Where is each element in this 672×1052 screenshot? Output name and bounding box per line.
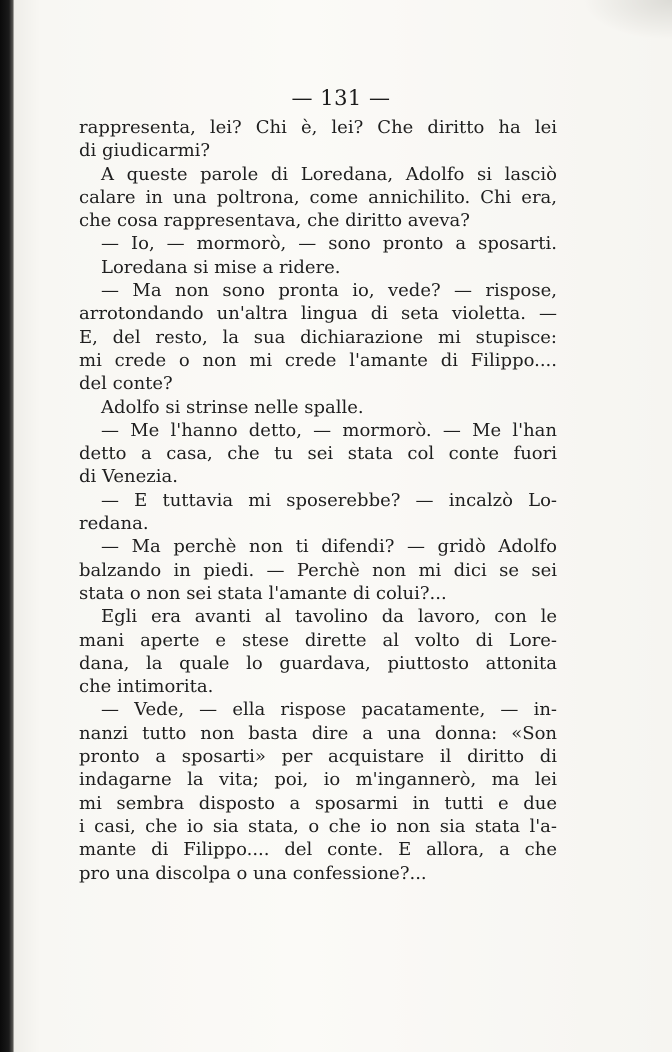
page-number: — 131 — [291,86,391,110]
book-binding-edge [0,0,14,1052]
text-line: che cosa rappresentava, che diritto aveva? [79,210,470,232]
text-line: di Venezia. [79,466,178,488]
text-line: pronto a sposarti» per acquistare il diritto di [79,746,557,768]
text-line: dana, la quale lo guardava, piuttosto attonita [79,652,557,674]
text-line: arrotondando un'altra lingua di seta violetta. — [79,303,557,325]
text-line: del conte? [79,373,173,395]
text-line: mi sembra disposto a sposarmi in tutti e due [79,792,557,814]
text-line: nanzi tutto non basta dire a una donna: «Son [79,722,557,744]
text-line: — Ma non sono pronta io, vede? — rispose, [101,280,557,302]
body-text [79,116,557,885]
text-line: i casi, che io sia stata, o che io non sia stata l'a- [79,815,557,837]
text-line: rappresenta, lei? Chi è, lei? Che diritto ha lei [79,117,557,138]
text-line: mi crede o non mi crede l'amante di Filippo.... [79,349,557,371]
text-line: — Vede, — ella rispose pacatamente, — in- [101,699,557,721]
text-line: balzando in piedi. — Perchè non mi dici se sei [79,559,557,581]
text-line: Loredana si mise a ridere. [101,256,341,278]
text-line: detto a casa, che tu sei stata col conte fuori [79,443,557,465]
scan-shadow [582,0,672,40]
text-line: che intimorita. [79,676,214,698]
text-line: redana. [79,513,149,535]
text-line: mante di Filippo.... del conte. E allora, a che [79,839,557,861]
text-line: — Me l'hanno detto, — mormorò. — Me l'han [101,419,557,441]
text-line: Egli era avanti al tavolino da lavoro, con le [101,606,557,628]
text-line: E, del resto, la sua dichiarazione mi stupisce: [79,326,557,348]
text-line: stata o non sei stata l'amante di colui?... [79,582,447,604]
text-line: calare in una poltrona, come annichilito. Chi era, [79,186,557,208]
text-line: — Io, — mormorò, — sono pronto a sposarti. [101,233,557,255]
text-line: mani aperte e stese dirette al volto di Lore- [79,629,557,651]
text-line: — Ma perchè non ti difendi? — gridò Adolfo [101,536,557,558]
text-line: — E tuttavia mi sposerebbe? — incalzò Lo- [101,489,557,511]
text-line: indagarne la vita; poi, io m'ingannerò, ma lei [79,769,557,791]
text-line: Adolfo si strinse nelle spalle. [101,396,364,418]
text-line: pro una discolpa o una confessione?... [79,862,427,884]
text-line: A queste parole di Loredana, Adolfo si lasciò [101,163,557,185]
text-line: di giudicarmi? [79,140,211,162]
